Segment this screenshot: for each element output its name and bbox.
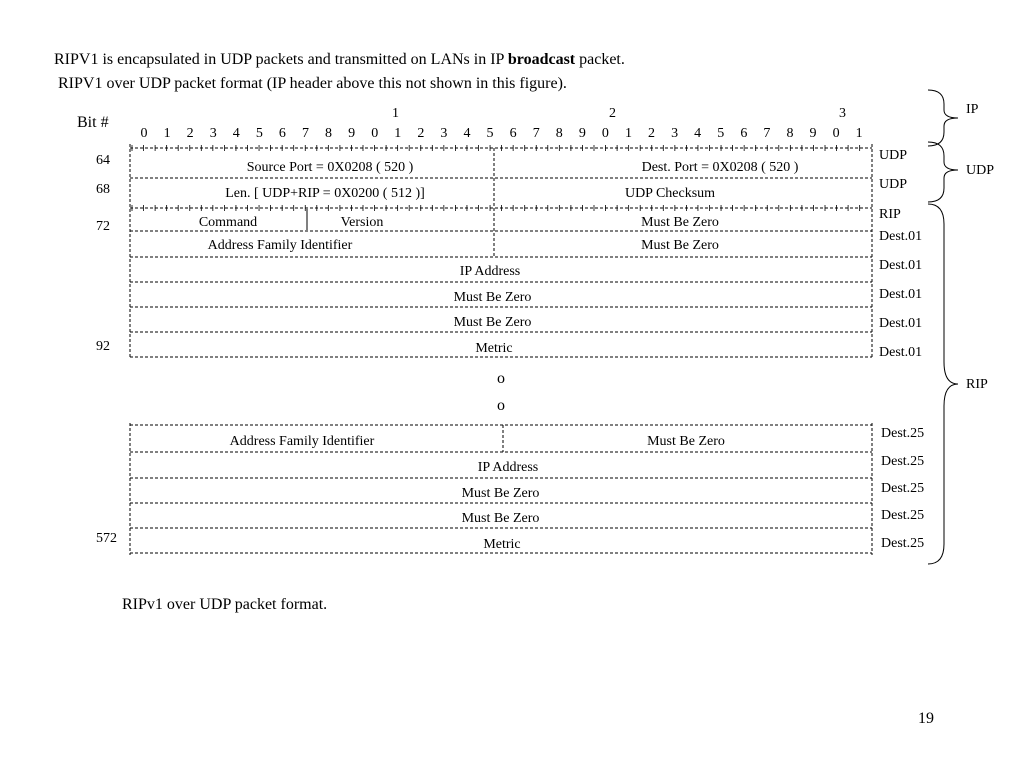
row-number-92: 92 [96, 339, 110, 354]
bit-unit-digit: 5 [255, 126, 263, 141]
bit-unit-digit: 2 [186, 126, 194, 141]
ip-brace-label: IP [966, 102, 979, 117]
bit-unit-digit: 3 [671, 126, 679, 141]
udp-brace [928, 142, 958, 202]
afi-cell: Address Family Identifier [229, 434, 375, 449]
bit-unit-digit: 4 [232, 126, 240, 141]
page-number: 19 [918, 710, 934, 727]
bit-unit-digit: 6 [278, 126, 286, 141]
rip-brace-label: RIP [966, 377, 988, 392]
ellipsis-dot: o [497, 397, 505, 414]
intro-prefix: RIPV1 is encapsulated in UDP packets and transmitted on LANs in IP [54, 51, 508, 68]
udp-row-label: UDP [879, 177, 908, 192]
bit-unit-digit: 1 [624, 126, 632, 141]
udp-row-label: UDP [879, 148, 908, 163]
bit-unit-digit: 3 [209, 126, 217, 141]
ip-brace [928, 90, 958, 146]
dest01-label: Dest.01 [879, 345, 923, 360]
bit-unit-digit: 6 [509, 126, 517, 141]
bit-unit-digit: 3 [440, 126, 448, 141]
must-be-zero-afi-cell: Must Be Zero [641, 238, 719, 253]
ip-address-cell: IP Address [459, 264, 521, 279]
tens-digit-2: 2 [609, 106, 616, 121]
metric-cell: Metric [483, 537, 521, 552]
udp-checksum-cell: UDP Checksum [624, 186, 716, 201]
bit-unit-digit: 1 [855, 126, 863, 141]
bit-unit-digit: 9 [348, 126, 356, 141]
rip-brace [928, 204, 958, 564]
intro-bold-word: broadcast [507, 51, 576, 68]
source-port-cell: Source Port = 0X0208 ( 520 ) [246, 160, 414, 175]
bit-unit-digit: 8 [786, 126, 794, 141]
intro-line-2: RIPV1 over UDP packet format (IP header above this not shown in this figure). [58, 75, 567, 92]
bit-unit-digit: 0 [601, 126, 609, 141]
row-number-64: 64 [96, 153, 110, 168]
bit-unit-digit: 9 [809, 126, 817, 141]
row-number-572: 572 [96, 531, 117, 546]
dest01-label: Dest.01 [879, 258, 923, 273]
ellipsis-dot: o [497, 370, 505, 387]
row-number-68: 68 [96, 182, 110, 197]
must-be-zero-cell: Must Be Zero [461, 511, 540, 526]
bit-unit-digit: 7 [763, 126, 771, 141]
bit-unit-digit: 4 [463, 126, 471, 141]
tens-digit-3: 3 [839, 106, 846, 121]
dest25-label: Dest.25 [881, 481, 925, 496]
bit-label: Bit # [77, 114, 109, 131]
afi-cell: Address Family Identifier [207, 238, 353, 253]
bit-unit-digit: 5 [717, 126, 725, 141]
tens-digit-1: 1 [392, 106, 399, 121]
dest25-label: Dest.25 [881, 454, 925, 469]
udp-brace-label: UDP [966, 163, 995, 178]
bit-unit-digit: 9 [578, 126, 586, 141]
ip-address-cell: IP Address [477, 460, 539, 475]
command-cell: Command [198, 215, 258, 230]
dest25-label: Dest.25 [881, 426, 925, 441]
intro-suffix: packet. [575, 51, 625, 68]
rip-row-label: RIP [879, 207, 901, 222]
bit-unit-digit: 5 [486, 126, 494, 141]
version-cell: Version [340, 215, 384, 230]
must-be-zero-cell: Must Be Zero [453, 290, 532, 305]
bit-unit-digit: 0 [371, 126, 379, 141]
row-number-72: 72 [96, 219, 110, 234]
bit-unit-digit: 8 [325, 126, 333, 141]
bit-unit-digit: 7 [532, 126, 540, 141]
dest-port-cell: Dest. Port = 0X0208 ( 520 ) [641, 160, 799, 175]
bit-unit-digit: 0 [832, 126, 840, 141]
metric-cell: Metric [475, 341, 513, 356]
dest25-label: Dest.25 [881, 508, 925, 523]
dest25-label: Dest.25 [881, 536, 925, 551]
dest01-label: Dest.01 [879, 316, 923, 331]
bit-unit-digit: 0 [140, 126, 148, 141]
bit-unit-digit: 4 [694, 126, 702, 141]
dest01-label: Dest.01 [879, 229, 923, 244]
must-be-zero-cell: Must Be Zero [453, 315, 532, 330]
bit-unit-digit: 7 [301, 126, 309, 141]
bit-unit-digit: 1 [394, 126, 402, 141]
must-be-zero-top-cell: Must Be Zero [641, 215, 719, 230]
must-be-zero-afi-cell: Must Be Zero [647, 434, 725, 449]
bit-unit-digit: 6 [740, 126, 748, 141]
dest01-label: Dest.01 [879, 287, 923, 302]
figure-caption: RIPv1 over UDP packet format. [122, 596, 328, 613]
bit-unit-digit: 2 [417, 126, 425, 141]
bit-unit-digit: 2 [648, 126, 656, 141]
length-cell: Len. [ UDP+RIP = 0X0200 ( 512 )] [225, 186, 425, 201]
bit-unit-digit: 8 [555, 126, 563, 141]
bit-unit-digit: 1 [163, 126, 171, 141]
must-be-zero-cell: Must Be Zero [461, 486, 540, 501]
